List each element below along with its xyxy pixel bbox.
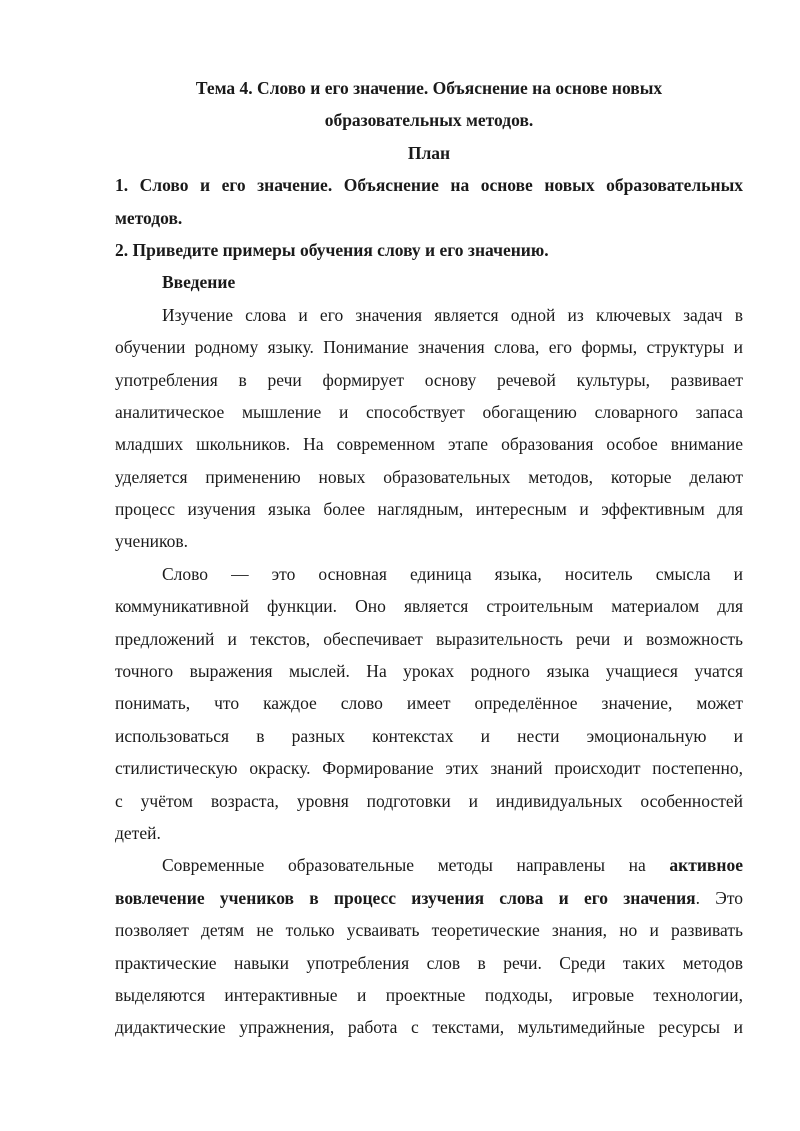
paragraph-line: практические навыки употребления слов в речи. Среди таких методов [115,952,743,973]
paragraph-line: аналитическое мышление и способствует обогащению словарного запаса [115,401,743,422]
plan-item-1-line-1: 1. Слово и его значение. Объяснение на основе новых образовательных [115,175,743,196]
paragraph-line: учеников. [115,531,189,552]
paragraph-line: позволяет детям не только усваивать теоретические знания, но и развивать [115,920,743,941]
plan-item-2: 2. Приведите примеры обучения слову и его значению. [115,239,549,260]
document-title-line-1: Тема 4. Слово и его значение. Объяснение на основе новых [195,78,663,98]
paragraph-line: дидактические упражнения, работа с текстами, мультимедийные ресурсы и [115,1017,743,1038]
paragraph-line: использоваться в разных контекстах и нести эмоциональную и [115,725,743,746]
paragraph-line: точного выражения мыслей. На уроках родного языка учащиеся учатся [115,661,743,682]
paragraph-line: Изучение слова и его значения является одной из ключевых задач в [162,304,743,325]
document-title-line-2: образовательных методов. [324,110,534,131]
paragraph-line: понимать, что каждое слово имеет определённое значение, может [115,693,743,714]
paragraph-3 [115,849,743,1043]
intro-heading: Введение [162,272,236,293]
emphasis-text: активное [669,855,743,876]
paragraph-line: уделяется применению новых образовательных методов, которые делают [115,466,743,487]
paragraph-line: Слово — это основная единица языка, носитель смысла и [162,563,743,584]
paragraph-line: обучении родному языку. Понимание значения слова, его формы, структуры и [115,337,743,358]
paragraph-line: выделяются интерактивные и проектные подходы, игровые технологии, [115,984,743,1005]
document-page [115,72,743,1044]
paragraph-line: процесс изучения языка более наглядным, интересным и эффективным для [115,499,743,520]
plan-heading: План [407,142,451,163]
paragraph-line [115,849,743,881]
paragraph-line: коммуникативной функции. Оно является строительным материалом для [115,596,743,617]
paragraph-line [115,882,743,914]
paragraph-line: употребления в речи формирует основу речевой культуры, развивает [115,369,743,390]
paragraph-line: детей. [115,822,161,843]
paragraph-line: стилистическую окраску. Формирование этих знаний происходит постепенно, [115,758,743,779]
paragraph-1 [115,299,743,558]
paragraph-line: младших школьников. На современном этапе образования особое внимание [115,434,743,455]
emphasis-text: вовлечение учеников в процесс изучения слова и его значения [115,887,696,908]
paragraph-2 [115,558,743,850]
paragraph-text: Современные образовательные методы направлены на [162,855,670,876]
paragraph-text: . Это [695,887,743,908]
paragraph-line: с учётом возраста, уровня подготовки и индивидуальных особенностей [115,790,743,811]
paragraph-line: предложений и текстов, обеспечивает выразительность речи и возможность [115,628,743,649]
plan-item-1-line-2: методов. [115,207,183,228]
